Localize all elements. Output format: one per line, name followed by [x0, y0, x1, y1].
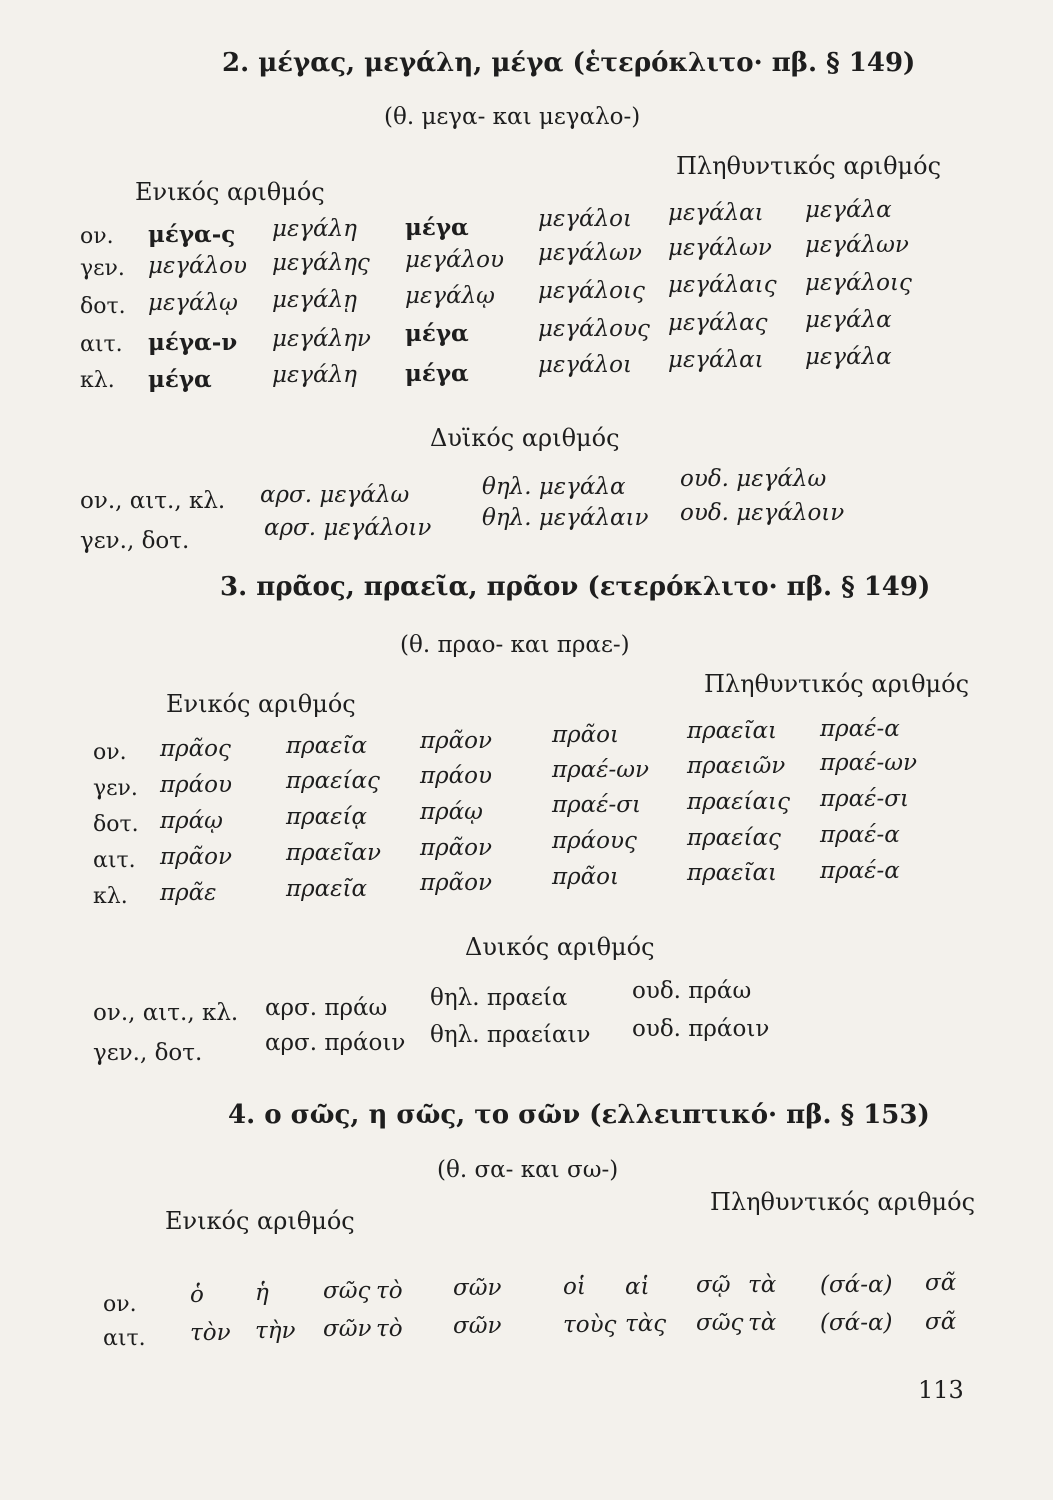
- case-label: δοτ.: [80, 294, 126, 319]
- singular-header: Ενικός αριθμός: [165, 1207, 355, 1235]
- form-cell: τὰς: [625, 1311, 667, 1337]
- form-cell: πραέ-ων: [820, 750, 918, 776]
- form-cell: (σά-α): [820, 1272, 893, 1298]
- form-cell: πρᾶον: [420, 870, 492, 896]
- form-cell: πρᾶε: [160, 880, 217, 906]
- form-cell: μεγάλῳ: [405, 283, 495, 309]
- form-cell: μεγάλαι: [668, 347, 764, 373]
- dual-neut: ουδ. μεγάλοιν: [680, 500, 845, 526]
- form-cell: μεγάλους: [538, 316, 650, 342]
- form-cell: πρᾶος: [160, 736, 231, 762]
- case-label: ον.: [80, 224, 114, 249]
- form-cell: μεγάλῃ: [272, 287, 357, 313]
- form-cell: μεγάλα: [805, 197, 892, 223]
- case-label: ον.: [93, 740, 127, 765]
- form-cell: μέγα-ς: [148, 221, 236, 248]
- case-label: κλ.: [80, 368, 115, 393]
- form-cell: μέγα: [405, 360, 469, 387]
- form-cell: πρᾶοι: [552, 722, 620, 748]
- plural-header: Πληθυντικός αριθμός: [676, 152, 942, 180]
- dual-fem: θηλ. πραεία: [430, 985, 568, 1011]
- form-cell: σῶν: [323, 1316, 372, 1342]
- section-theme-megas: (θ. μεγα- και μεγαλο-): [384, 104, 641, 130]
- form-cell: μεγάλου: [405, 247, 504, 273]
- form-cell: (σά-α): [820, 1310, 893, 1336]
- case-label: δοτ.: [93, 812, 139, 837]
- case-label: αιτ.: [93, 848, 136, 873]
- dual-header: Δυικός αριθμός: [465, 933, 655, 961]
- form-cell: σῶν: [453, 1313, 502, 1339]
- form-cell: μεγάλαι: [668, 200, 764, 226]
- form-cell: πραειῶν: [687, 753, 786, 779]
- case-label: γεν.: [93, 776, 138, 801]
- form-cell: τὸ: [376, 1278, 403, 1304]
- form-cell: σῶς: [323, 1278, 371, 1304]
- form-cell: ὁ: [190, 1282, 204, 1308]
- form-cell: οἱ: [563, 1274, 586, 1300]
- form-cell: αἱ: [625, 1274, 650, 1300]
- form-cell: μέγα: [148, 366, 212, 393]
- singular-header: Ενικός αριθμός: [166, 690, 356, 718]
- case-label: κλ.: [93, 884, 128, 909]
- singular-header: Ενικός αριθμός: [135, 178, 325, 206]
- form-cell: τὴν: [255, 1318, 296, 1344]
- dual-fem: θηλ. πραείαιν: [430, 1022, 591, 1048]
- form-cell: πραείαις: [687, 789, 790, 815]
- section-theme-sos: (θ. σα- και σω-): [437, 1157, 619, 1183]
- form-cell: μεγάλων: [538, 240, 642, 266]
- dual-masc: αρσ. πράω: [265, 995, 388, 1021]
- form-cell: τοὺς: [563, 1312, 617, 1338]
- form-cell: μεγάλα: [805, 344, 892, 370]
- form-cell: πραεῖαι: [687, 860, 778, 886]
- dual-case-label: γεν., δοτ.: [80, 528, 190, 554]
- form-cell: σῶν: [453, 1275, 502, 1301]
- dual-neut: ουδ. μεγάλω: [680, 466, 827, 492]
- dual-neut: ουδ. πράοιν: [632, 1016, 770, 1042]
- dual-fem: θηλ. μεγάλαιν: [482, 505, 649, 531]
- form-cell: πράῳ: [420, 799, 483, 825]
- plural-header: Πληθυντικός αριθμός: [710, 1188, 976, 1216]
- form-cell: μεγάλοι: [538, 352, 633, 378]
- section-title-praos: 3. πρᾶος, πραεῖα, πρᾶον (ετερόκλιτο· πβ. § 149): [220, 572, 931, 602]
- form-cell: πράου: [160, 772, 232, 798]
- form-cell: τὰ: [748, 1272, 777, 1298]
- form-cell: πραέ-ων: [552, 757, 650, 783]
- plural-header: Πληθυντικός αριθμός: [704, 670, 970, 698]
- form-cell: τὸν: [190, 1320, 231, 1346]
- form-cell: μέγα: [405, 214, 469, 241]
- form-cell: μεγάλοις: [538, 278, 645, 304]
- dual-case-label: ον., αιτ., κλ.: [93, 1000, 239, 1026]
- form-cell: πρᾶοι: [552, 864, 620, 890]
- form-cell: πραέ-α: [820, 716, 900, 742]
- form-cell: πραείας: [687, 825, 781, 851]
- case-label: αιτ.: [103, 1326, 146, 1351]
- form-cell: πράῳ: [160, 808, 223, 834]
- form-cell: μεγάλων: [668, 235, 772, 261]
- form-cell: μεγάλου: [148, 253, 247, 279]
- dual-neut: ουδ. πράω: [632, 978, 752, 1004]
- form-cell: πραείᾳ: [286, 804, 368, 830]
- section-theme-praos: (θ. πραο- και πραε-): [400, 632, 630, 658]
- form-cell: σᾶ: [925, 1309, 957, 1335]
- dual-masc: αρσ. μεγάλω: [260, 482, 410, 508]
- form-cell: πραέ-σι: [552, 792, 642, 818]
- form-cell: τὰ: [748, 1310, 777, 1336]
- dual-masc: αρσ. μεγάλοιν: [264, 515, 432, 541]
- form-cell: μεγάλῳ: [148, 290, 238, 316]
- form-cell: μεγάλοις: [805, 270, 912, 296]
- form-cell: μεγάλαις: [668, 272, 777, 298]
- form-cell: μεγάλων: [805, 232, 909, 258]
- form-cell: πρᾶον: [420, 835, 492, 861]
- form-cell: σᾶ: [925, 1270, 957, 1296]
- dual-case-label: ον., αιτ., κλ.: [80, 488, 226, 514]
- dual-masc: αρσ. πράοιν: [265, 1030, 406, 1056]
- form-cell: πραέ-σι: [820, 786, 910, 812]
- form-cell: σῷ: [696, 1272, 731, 1298]
- form-cell: πράους: [552, 828, 637, 854]
- page-number: 113: [918, 1376, 964, 1404]
- form-cell: τὸ: [376, 1316, 403, 1342]
- form-cell: πραέ-α: [820, 858, 900, 884]
- form-cell: μεγάλην: [272, 326, 371, 352]
- dual-case-label: γεν., δοτ.: [93, 1040, 203, 1066]
- dual-header: Δυϊκός αριθμός: [430, 424, 620, 452]
- form-cell: μέγα-ν: [148, 329, 238, 356]
- form-cell: πραείας: [286, 768, 380, 794]
- form-cell: πρᾶον: [160, 844, 232, 870]
- form-cell: μεγάλης: [272, 250, 370, 276]
- form-cell: μεγάλα: [805, 307, 892, 333]
- form-cell: μέγα: [405, 320, 469, 347]
- form-cell: ἡ: [255, 1280, 269, 1306]
- form-cell: πραεῖαν: [286, 840, 382, 866]
- form-cell: πραέ-α: [820, 822, 900, 848]
- form-cell: πρᾶον: [420, 728, 492, 754]
- dual-fem: θηλ. μεγάλα: [482, 474, 626, 500]
- form-cell: μεγάλοι: [538, 206, 633, 232]
- form-cell: μεγάλη: [272, 362, 357, 388]
- form-cell: πραεῖαι: [687, 718, 778, 744]
- case-label: ον.: [103, 1292, 137, 1317]
- section-title-sos: 4. ο σῶς, η σῶς, το σῶν (ελλειπτικό· πβ. § 153): [228, 1100, 930, 1130]
- form-cell: πράου: [420, 763, 492, 789]
- form-cell: μεγάλη: [272, 216, 357, 242]
- case-label: γεν.: [80, 256, 125, 281]
- form-cell: πραεῖα: [286, 733, 368, 759]
- section-title-megas: 2. μέγας, μεγάλη, μέγα (ἑτερόκλιτο· πβ. § 149): [222, 48, 916, 78]
- form-cell: πραεῖα: [286, 876, 368, 902]
- form-cell: σῶς: [696, 1310, 744, 1336]
- form-cell: μεγάλας: [668, 310, 768, 336]
- case-label: αιτ.: [80, 332, 123, 357]
